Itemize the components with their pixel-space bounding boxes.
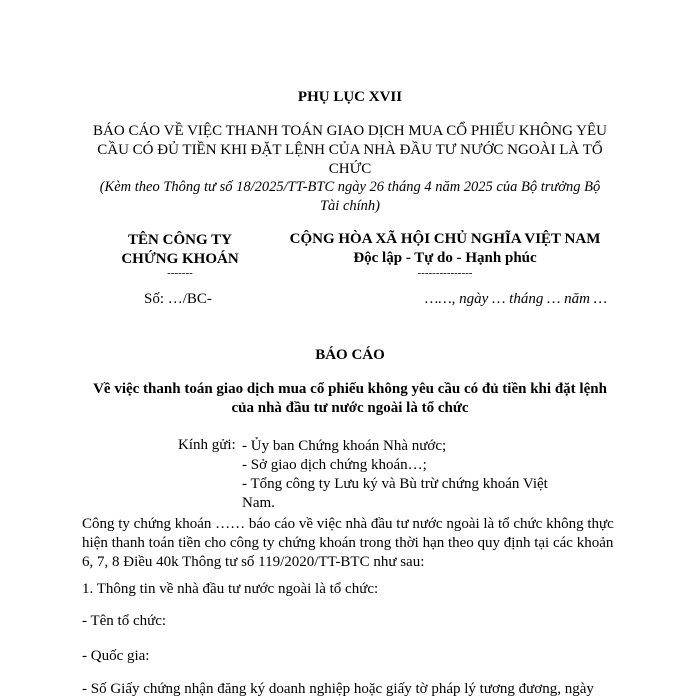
recipient-item: Nam. — [242, 495, 275, 511]
company-name-line: CHỨNG KHOÁN — [121, 251, 239, 267]
company-rule: ------- — [167, 267, 193, 279]
place-date: ……, ngày … tháng … năm … — [425, 291, 608, 307]
motto: Độc lập - Tự do - Hạnh phúc — [353, 250, 537, 266]
appendix-subtitle-line: CHỨC — [328, 161, 372, 177]
field-org-name: - Tên tổ chức: — [82, 613, 167, 629]
field-registration: - Số Giấy chứng nhận đăng ký doanh nghiệp hoặc giấy tờ pháp lý tương đương, ngày — [82, 681, 594, 697]
recipients-list — [242, 437, 572, 513]
appendix-title: PHỤ LỤC XVII — [297, 89, 403, 105]
company-name — [100, 231, 260, 269]
appendix-subtitle-line: BÁO CÁO VỀ VIỆC THANH TOÁN GIAO DỊCH MUA CỔ PHIẾU KHÔNG YÊU — [93, 123, 607, 139]
republic-title: CỘNG HÒA XÃ HỘI CHỦ NGHĨA VIỆT NAM — [289, 231, 601, 247]
body-paragraph — [82, 515, 682, 572]
recipient-item: - Tổng công ty Lưu ký và Bù trừ chứng khoán Việt — [242, 476, 548, 492]
document-number: Số: …/BC- — [144, 291, 212, 307]
motto-rule: --------------- — [417, 267, 473, 279]
appendix-subtitle — [40, 122, 660, 179]
report-subject-line: của nhà đầu tư nước ngoài là tổ chức — [231, 400, 469, 416]
company-name-line: TÊN CÔNG TY — [128, 232, 232, 248]
field-country: - Quốc gia: — [82, 648, 150, 664]
appendix-subtitle-line: CẦU CÓ ĐỦ TIỀN KHI ĐẶT LỆNH CỦA NHÀ ĐẦU TƯ NƯỚC NGOÀI LÀ TỔ — [97, 142, 603, 158]
recipient-item: - Ủy ban Chứng khoán Nhà nước; — [242, 438, 447, 454]
report-subject — [40, 380, 660, 418]
appendix-note-line: (Kèm theo Thông tư số 18/2025/TT-BTC ngày 26 tháng 4 năm 2025 của Bộ trưởng Bộ — [99, 179, 601, 195]
body-line: 6, 7, 8 Điều 40k Thông tư số 119/2020/TT-BTC như sau: — [82, 554, 425, 570]
recipient-item: - Sở giao dịch chứng khoán…; — [242, 457, 427, 473]
recipients-label: Kính gửi: — [178, 437, 236, 453]
body-line: hiện thanh toán tiền cho công ty chứng khoán trong thời hạn theo quy định tại các khoản — [82, 535, 614, 551]
report-subject-line: Về việc thanh toán giao dịch mua cổ phiếu không yêu cầu có đủ tiền khi đặt lệnh — [93, 381, 607, 397]
body-line: Công ty chứng khoán …… báo cáo về việc nhà đầu tư nước ngoài là tổ chức không thực — [82, 516, 614, 532]
appendix-note-line: Tài chính) — [319, 198, 380, 214]
section-1-heading: 1. Thông tin về nhà đầu tư nước ngoài là tổ chức: — [82, 581, 379, 597]
appendix-note — [40, 178, 660, 216]
report-title: BÁO CÁO — [315, 347, 385, 363]
